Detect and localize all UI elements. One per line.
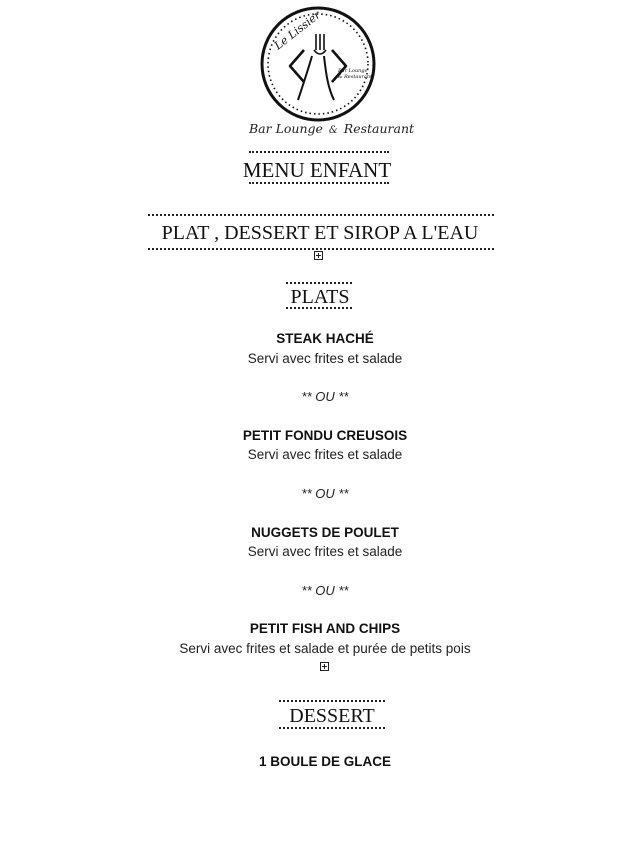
logo-tagline-right: Restaurant: [343, 121, 415, 136]
menu-item-title: STEAK HACHÉ: [276, 331, 374, 346]
menu-title: MENU ENFANT: [242, 158, 392, 182]
or-separator: ** OU **: [301, 389, 349, 404]
menu-item-desc: Servi avec frites et salade: [247, 447, 403, 462]
menu-item-title: 1 BOULE DE GLACE: [258, 754, 391, 769]
logo-tagline-amp: &: [328, 125, 338, 136]
expand-plus-icon[interactable]: [314, 251, 323, 260]
subtitle-dotted-rule-top: [148, 214, 494, 216]
dessert-dotted-rule-top: [279, 700, 385, 702]
menu-item-desc: Servi avec frites et salade: [247, 351, 403, 366]
menu-item-title: PETIT FONDU CREUSOIS: [242, 428, 408, 443]
menu-subtitle: PLAT , DESSERT ET SIROP A L'EAU: [161, 222, 479, 244]
menu-item-desc: Servi avec frites et salade: [247, 544, 403, 559]
logo-script-side-1: Bar Lounge: [338, 68, 368, 74]
or-separator: ** OU **: [301, 583, 349, 598]
or-separator: ** OU **: [301, 486, 349, 501]
subtitle-dotted-rule-bottom: [148, 248, 494, 250]
title-dotted-rule-bottom: [249, 182, 389, 184]
expand-plus-icon[interactable]: [320, 662, 329, 671]
logo-tagline: [249, 121, 415, 136]
plats-dotted-rule-bottom: [286, 307, 352, 309]
logo-script-side-2: & Restaurant: [338, 74, 373, 80]
menu-item-desc: Servi avec frites et salade et purée de petits pois: [179, 641, 471, 656]
logo-script-top: Le Lissier: [271, 8, 323, 53]
logo-tagline-left: Bar Lounge: [249, 121, 323, 136]
plats-dotted-rule-top: [286, 282, 352, 284]
menu-item-title: NUGGETS DE POULET: [251, 525, 399, 540]
section-heading-plats: PLATS: [290, 286, 350, 308]
menu-item-title: PETIT FISH AND CHIPS: [249, 621, 401, 636]
section-heading-dessert: DESSERT: [289, 705, 375, 727]
dessert-dotted-rule-bottom: [279, 727, 385, 729]
title-dotted-rule-top: [249, 151, 389, 153]
